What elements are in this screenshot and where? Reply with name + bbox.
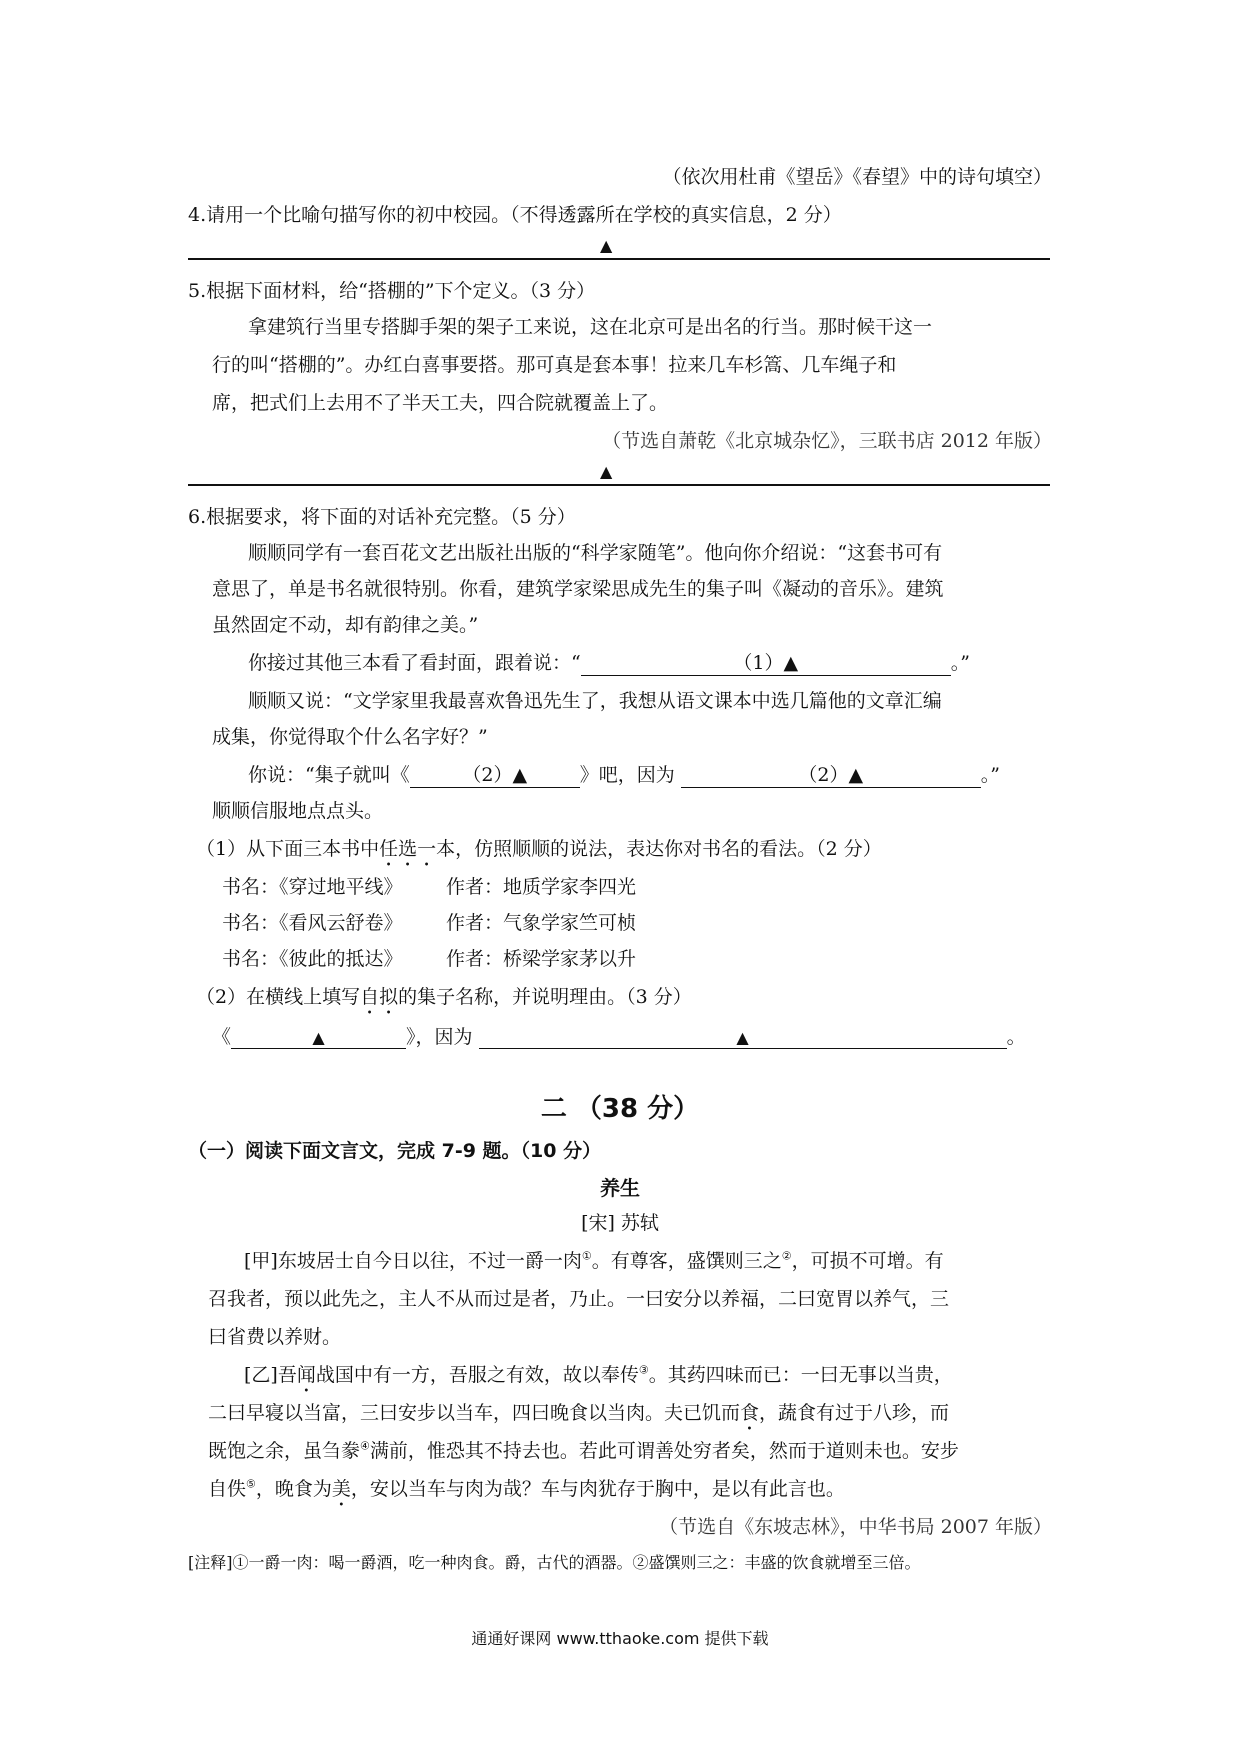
passage-jia-line: 召我者，预以此先之，主人不从而过是者，乃止。一曰安分以养福，二曰宽胃以养气，三 [208,1288,950,1310]
q6-dialogue-line-2 [248,760,1000,788]
footnote-ref: ③ [638,1363,649,1377]
q5-passage-line: 行的叫“搭棚的”。办红白喜事要搭。那可真是套本事！拉来几车杉篙、几车绳子和 [212,354,897,376]
answer-marker-icon: ▲ [736,1028,749,1047]
q6-sub2-prompt [196,982,692,1019]
q5-passage-line: 拿建筑行当里专搭脚手架的架子工来说，这在北京可是出名的行当。那时候干这一 [248,316,933,338]
passage-yi-line [208,1474,845,1511]
q6-line-b-prefix: 你说：“集子就叫《 [248,764,410,786]
passage-yi-line [208,1436,959,1463]
q5-passage-line: 席，把式们上去用不了半天工夫，四合院就覆盖上了。 [212,392,669,414]
q6-line-a-prefix: 你接过其他三本看了看封面，跟着说：“ [248,652,581,674]
q6-paragraph-line: 成集，你觉得取个什么名字好？” [212,726,488,748]
q6-paragraph-line: 顺顺又说：“文学家里我最喜欢鲁迅先生了，我想从语文课本中选几篇他的文章汇编 [248,690,942,712]
q5-prompt: 5.根据下面材料，给“搭棚的”下个定义。（3 分） [188,280,596,302]
q6-sub1-emphasis: 任选一 [379,838,437,860]
book-author: 作者：气象学家竺可桢 [446,912,637,934]
q6-answer-open: 《 [212,1026,232,1048]
text-span: ，可损不可增。有 [791,1250,944,1272]
text-span: [乙]吾 [244,1364,297,1386]
footnote-ref: ① [581,1249,592,1263]
emphasis-char: 食 [740,1402,760,1424]
text-span: ，晚食为 [255,1478,332,1500]
q6-sub1-prompt [196,834,882,871]
part-heading: （一）阅读下面文言文，完成 7-9 题。（10 分） [188,1140,602,1162]
q6-answer-end: 。 [1006,1026,1026,1048]
q6-dialogue-line-1 [248,648,970,676]
emphasis-char: 美 [331,1478,351,1500]
essay-title: 养生 [600,1176,640,1200]
q4-prompt: 4.请用一个比喻句描写你的初中校园。（不得透露所在学校的真实信息，2 分） [188,204,842,226]
q6-reason-blank[interactable] [479,1026,1007,1049]
q6-paragraph-line: 顺顺同学有一套百花文艺出版社出版的“科学家随笔”。他向你介绍说：“这套书可有 [248,542,943,564]
annotation-note: [注释]①一爵一肉：喝一爵酒，吃一种肉食。爵，古代的酒器。②盛馔则三之：丰盛的饮食就增至三倍。 [188,1553,921,1572]
passage-yi-line [208,1398,949,1435]
q6-blank-1[interactable]: （1）▲ [581,648,951,676]
book-title: 书名：《看风云舒卷》 [222,912,403,934]
q6-blank-2b[interactable]: （2）▲ [681,760,981,788]
q6-line-b-suffix: 。” [980,764,1000,786]
passage-jia-line: 曰省费以养财。 [208,1326,342,1348]
q6-answer-mid: 》，因为 [406,1026,473,1048]
answer-marker-icon: ▲ [600,236,613,255]
footnote-ref: ⑤ [246,1477,256,1491]
answer-marker-icon: ▲ [312,1028,325,1047]
text-span: 战国中有一方，吾服之有效，故以奉传 [315,1364,639,1386]
text-span: ，蔬食有过于八珍，而 [759,1402,950,1424]
q6-answer-row [212,1022,1026,1049]
text-span: 。有尊客，盛馔则三之 [591,1250,782,1272]
q4-answer-line[interactable] [188,258,1050,260]
text-span: 二曰早寝以当富，三曰安步以当车，四曰晚食以当肉。夫已饥而 [208,1402,741,1424]
book-author: 作者：地质学家李四光 [446,876,637,898]
q6-sub1-post: 本，仿照顺顺的说法，表达你对书名的看法。（2 分） [436,838,882,860]
q6-ending: 顺顺信服地点点头。 [212,800,384,822]
q5-answer-line[interactable] [188,484,1050,486]
book-author: 作者：桥梁学家茅以升 [446,948,637,970]
book-title: 书名：《彼此的抵达》 [222,948,403,970]
footnote-ref: ④ [360,1439,370,1453]
q6-sub1-pre: （1）从下面三本书中 [196,838,380,860]
q6-blank-2a[interactable]: （2）▲ [410,760,580,788]
passage-jia-line [244,1246,944,1273]
q6-line-b-mid: 》吧，因为 [579,764,675,786]
text-span: ，安以当车与肉为哉？车与肉犹存于胸中，是以有此言也。 [350,1478,845,1500]
q6-paragraph-line: 虽然固定不动，却有韵律之美。” [212,614,479,636]
q6-line-a-suffix: 。” [950,652,970,674]
book-title: 书名：《穿过地平线》 [222,876,403,898]
page-footer: 通通好课网 www.tthaoke.com 提供下载 [471,1629,769,1648]
answer-marker-icon: ▲ [600,462,613,481]
q6-title-blank[interactable] [231,1026,406,1049]
essay-source: （节选自《东坡志林》，中华书局 2007 年版） [659,1516,1052,1538]
text-span: 自佚 [208,1478,247,1500]
section-heading: 二 （38 分） [540,1094,700,1124]
emphasis-char: 闻 [296,1364,316,1386]
essay-author: [宋] 苏轼 [581,1212,659,1234]
q3-source: （依次用杜甫《望岳》《春望》中的诗句填空） [662,166,1052,188]
text-span: [甲]东坡居士自今日以往，不过一爵一肉 [244,1250,582,1272]
passage-yi-line [244,1360,953,1397]
text-span: 。其药四味而已：一曰无事以当贵， [648,1364,953,1386]
q6-sub2-emphasis: 自拟 [360,986,399,1008]
text-span: 既饱之余，虽刍豢 [208,1440,361,1462]
q6-sub2-pre: （2）在横线上填写 [196,986,361,1008]
q6-prompt: 6.根据要求，将下面的对话补充完整。（5 分） [188,506,576,528]
text-span: 满前，惟恐其不持去也。若此可谓善处穷者矣，然而于道则未也。安步 [369,1440,959,1462]
footnote-ref: ② [781,1249,792,1263]
q6-sub2-post: 的集子名称，并说明理由。（3 分） [398,986,692,1008]
q5-source: （节选自萧乾《北京城杂忆》，三联书店 2012 年版） [602,430,1052,452]
q6-paragraph-line: 意思了，单是书名就很特别。你看，建筑学家梁思成先生的集子叫《凝动的音乐》。建筑 [212,578,944,600]
